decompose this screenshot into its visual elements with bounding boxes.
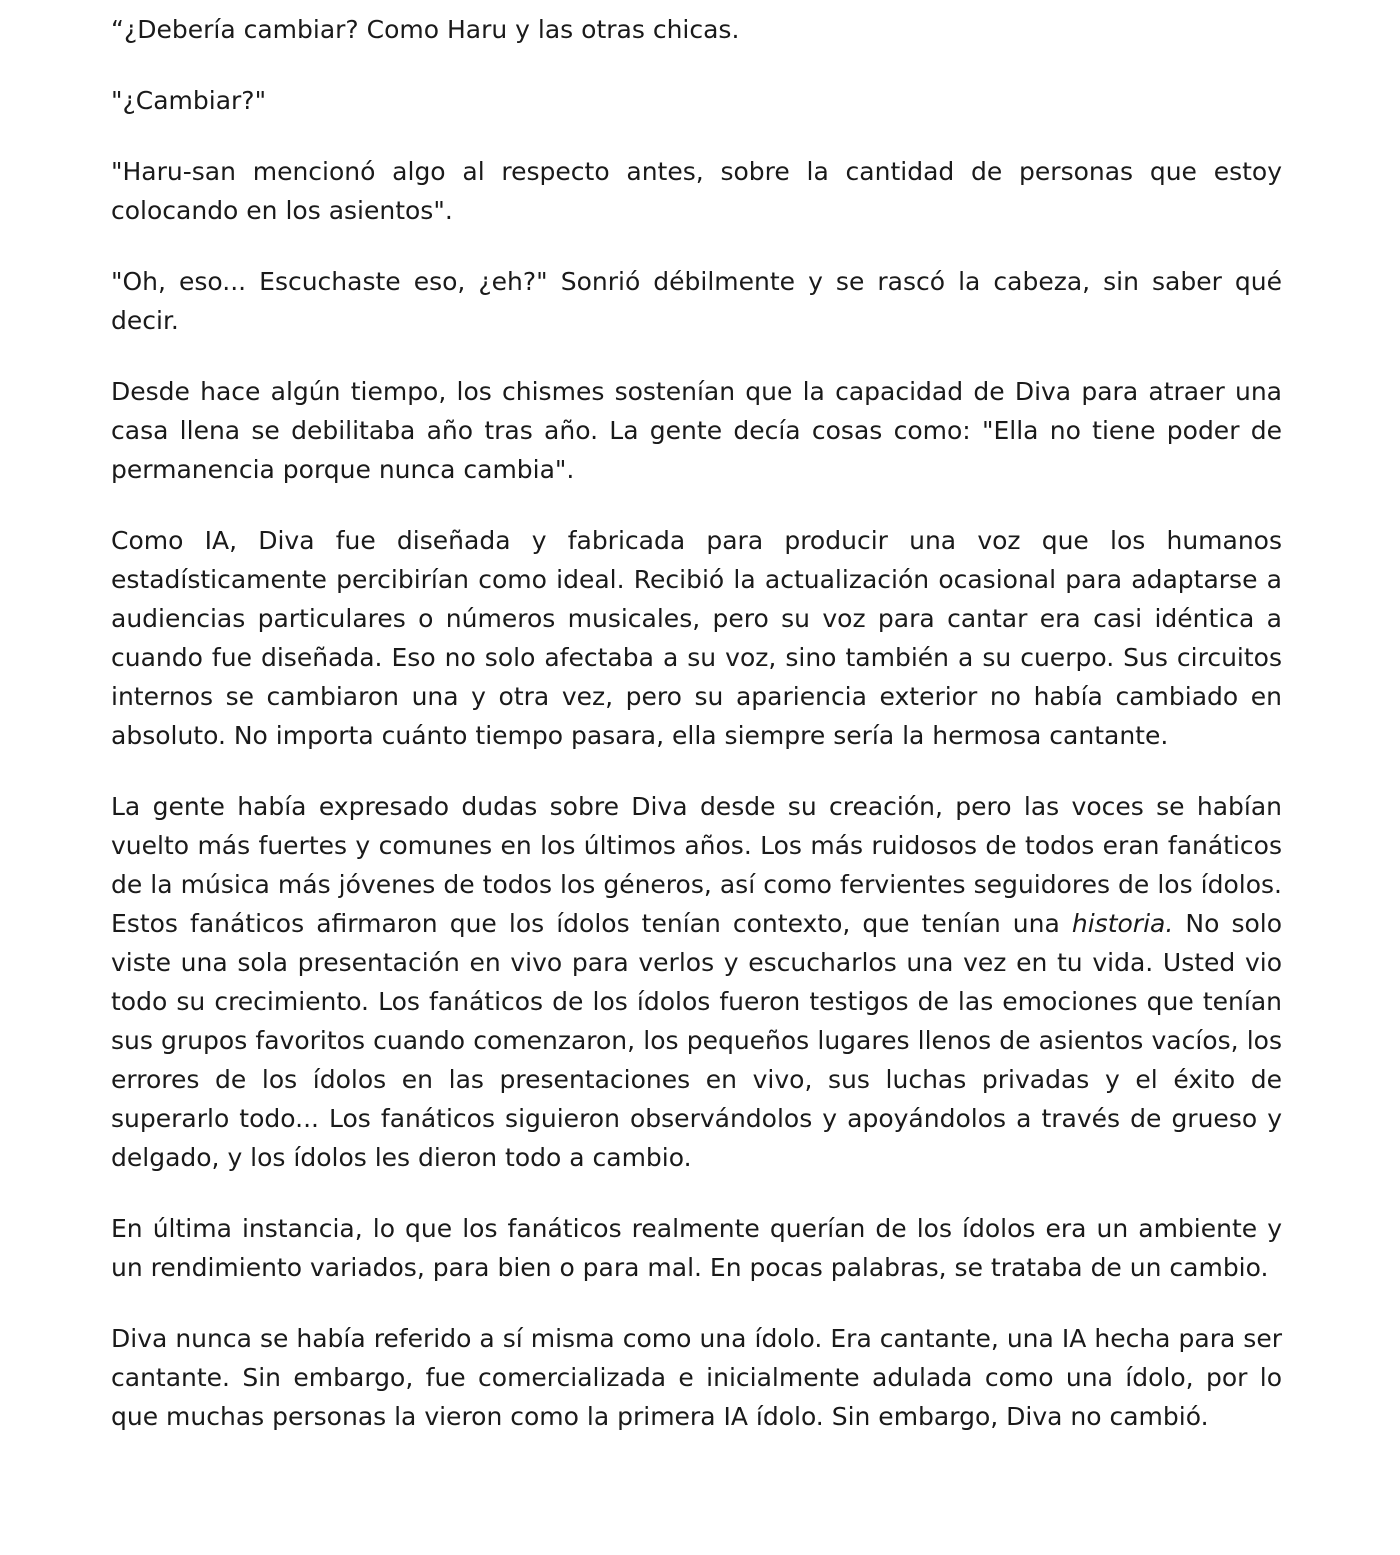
paragraph-7-text-after: No solo viste una sola presentación en vivo para verlos y escucharlos una vez en tu vida. Usted vio todo su crecimiento. Los fanáticos de los ídolos fueron testigos de las emociones que tenían sus grupos favoritos cuando comenzaron, los pequeños lugares llenos de asientos vacíos, los errores de los ídolos en las presentaciones en vivo, sus luchas privadas y el éxito de superarlo todo... Los fanáticos siguieron observándolos y apoyándolos a través de grueso y delgado, y los ídolos les dieron todo a cambio. [111, 909, 1283, 1172]
paragraph-1: “¿Debería cambiar? Como Haru y las otras chicas. [111, 15, 740, 44]
paragraph-7-text-before: La gente había expresado dudas sobre Diva desde su creación, pero las voces se habían vuelto más fuertes y comunes en los últimos años. Los más ruidosos de todos eran fanáticos de la música más jóvenes de todos los géneros, así como fervientes seguidores de los ídolos. Estos fanáticos afirmaron que los ídolos tenían contexto, que tenían una [111, 792, 1282, 938]
paragraph-7 [111, 787, 1282, 1177]
paragraph-8: En última instancia, lo que los fanáticos realmente querían de los ídolos era un ambiente y un rendimiento variados, para bien o para mal. En pocas palabras, se trataba de un cambio. [111, 1214, 1282, 1282]
paragraph-4: "Oh, eso... Escuchaste eso, ¿eh?" Sonrió débilmente y se rascó la cabeza, sin saber qué decir. [111, 267, 1282, 335]
paragraph-3: "Haru-san mencionó algo al respecto antes, sobre la cantidad de personas que estoy colocando en los asientos". [111, 157, 1282, 225]
paragraph-2: "¿Cambiar?" [111, 86, 267, 115]
paragraph-5: Desde hace algún tiempo, los chismes sostenían que la capacidad de Diva para atraer una casa llena se debilitaba año tras año. La gente decía cosas como: "Ella no tiene poder de permanencia porque nunca cambia". [111, 377, 1282, 484]
paragraph-9: Diva nunca se había referido a sí misma como una ídolo. Era cantante, una IA hecha para ser cantante. Sin embargo, fue comercializada e inicialmente adulada como una ídolo, por lo que muchas personas la vieron como la primera IA ídolo. Sin embargo, Diva no cambió. [111, 1324, 1282, 1431]
document-page [111, 10, 1282, 1468]
paragraph-6: Como IA, Diva fue diseñada y fabricada para producir una voz que los humanos estadísticamente percibirían como ideal. Recibió la actualización ocasional para adaptarse a audiencias particulares o números musicales, pero su voz para cantar era casi idéntica a cuando fue diseñada. Eso no solo afectaba a su voz, sino también a su cuerpo. Sus circuitos internos se cambiaron una y otra vez, pero su apariencia exterior no había cambiado en absoluto. No importa cuánto tiempo pasara, ella siempre sería la hermosa cantante. [111, 526, 1282, 750]
paragraph-7-italic-word: historia. [1071, 909, 1174, 938]
